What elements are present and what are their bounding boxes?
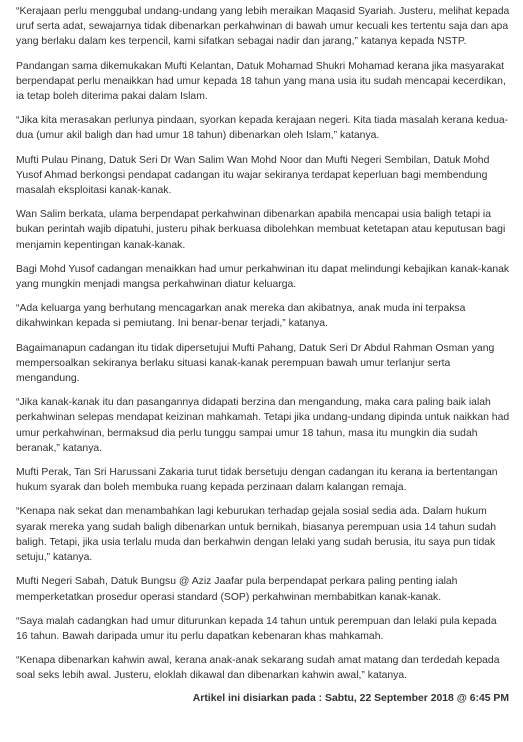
article-paragraph: “Jika kita merasakan perlunya pindaan, syorkan kepada kerajaan negeri. Kita tiada masalah kerana kedua-dua (umur akil baligh dan had umur 18 tahun) dibenarkan oleh Islam,” katanya. <box>16 115 509 142</box>
article-paragraph: Pandangan sama dikemukakan Mufti Kelantan, Datuk Mohamad Shukri Mohamad kerana jika masyarakat berpendapat perlu menaikkan had umur kepada 18 tahun yang mana usia itu sudah mencapai kecerdikan, ia tetap boleh diterima pakai dalam Islam. <box>16 60 506 103</box>
article-paragraph: “Jika kanak-kanak itu dan pasangannya didapati berzina dan mengandung, maka cara paling baik ialah perkahwinan selepas mendapat keizinan mahkamah. Tetapi jika undang-undang dipinda untuk naikkan had umur perkahwinan, bermaksud dia perlu tunggu sampai umur 18 tahun, masa itu mungkin dia sudah beranak,” katanya. <box>16 397 510 454</box>
article-paragraph: “Kerajaan perlu menggubal undang-undang yang lebih meraikan Maqasid Syariah. Justeru, melihat kepada uruf serta adat, sewajarnya tidak dibenarkan perkahwinan di bawah umur kecuali kes tertentu saja dan apa yang berlaku dalam kes terpencil, kami sifatkan sebagai nadir dan jarang,” katanya kepada NSTP. <box>16 6 510 48</box>
article-paragraph: “Ada keluarga yang berhutang mencagarkan anak mereka dan akibatnya, anak muda ini terpaksa dikahwinkan kepada si pemiutang. Ini benar-benar terjadi,” katanya. <box>16 303 466 330</box>
article-paragraph: Bagaimanapun cadangan itu tidak dipersetujui Mufti Pahang, Datuk Seri Dr Abdul Rahman Osman yang mempersoalkan sekiranya berlaku situasi kanak-kanak perempuan bawah umur terlanjur serta mengandung. <box>16 342 495 385</box>
article-paragraph: “Kenapa dibenarkan kahwin awal, kerana anak-anak sekarang sudah amat matang dan terdedah kepada soal seks lebih awal. Justeru, eloklah dikawal dan dibenarkan kahwin awal,” katanya. <box>16 655 500 682</box>
article-paragraph: Mufti Negeri Sabah, Datuk Bungsu @ Aziz Jaafar pula berpendapat perkara paling penting ialah memperketatkan prosedur operasi standard (SOP) perkahwinan membabitkan kanak-kanak. <box>16 576 458 603</box>
article-paragraph: Wan Salim berkata, ulama berpendapat perkahwinan dibenarkan apabila mencapai usia baligh tetapi ia bukan perintah wajib dipatuhi, justeru pihak berkuasa dibolehkan membuat ketetapan atau keputusan bagi menjamin kepentingan kanak-kanak. <box>16 209 506 251</box>
publish-date-footer: Artikel ini disiarkan pada : Sabtu, 22 September 2018 @ 6:45 PM <box>192 692 509 704</box>
article-paragraph: Mufti Perak, Tan Sri Harussani Zakaria turut tidak bersetuju dengan cadangan itu kerana ia bertentangan hukum syarak dan boleh membuka ruang kepada perzinaan dalam kalangan remaja. <box>16 467 498 494</box>
article-paragraph: “Saya malah cadangkan had umur diturunkan kepada 14 tahun untuk perempuan dan lelaki pula kepada 16 tahun. Bawah daripada umur itu perlu dapatkan kebenaran khas mahkamah. <box>16 615 497 642</box>
article-paragraph: “Kenapa nak sekat dan menambahkan lagi keburukan terhadap gejala sosial sedia ada. Dalam hukum syarak mereka yang sudah baligh dibenarkan untuk bernikah, biasanya perempuan usia 14 tahun sudah baligh. Tetapi, jika usia terlalu muda dan berkahwin dengan lelaki yang sudah berusia, itu saya pun tidak setuju,” katanya. <box>16 506 497 564</box>
article-paragraph: Mufti Pulau Pinang, Datuk Seri Dr Wan Salim Wan Mohd Noor dan Mufti Negeri Sembilan, Datuk Mohd Yusof Ahmad berkongsi pendapat cadangan itu wajar sekiranya terdapat keperluan bagi membendung masalah eksploitasi kanak-kanak. <box>16 154 490 197</box>
article-paragraph: Bagi Mohd Yusof cadangan menaikkan had umur perkahwinan itu dapat melindungi kebajikan kanak-kanak yang mungkin menjadi mangsa perkahwinan diatur keluarga. <box>16 263 510 291</box>
